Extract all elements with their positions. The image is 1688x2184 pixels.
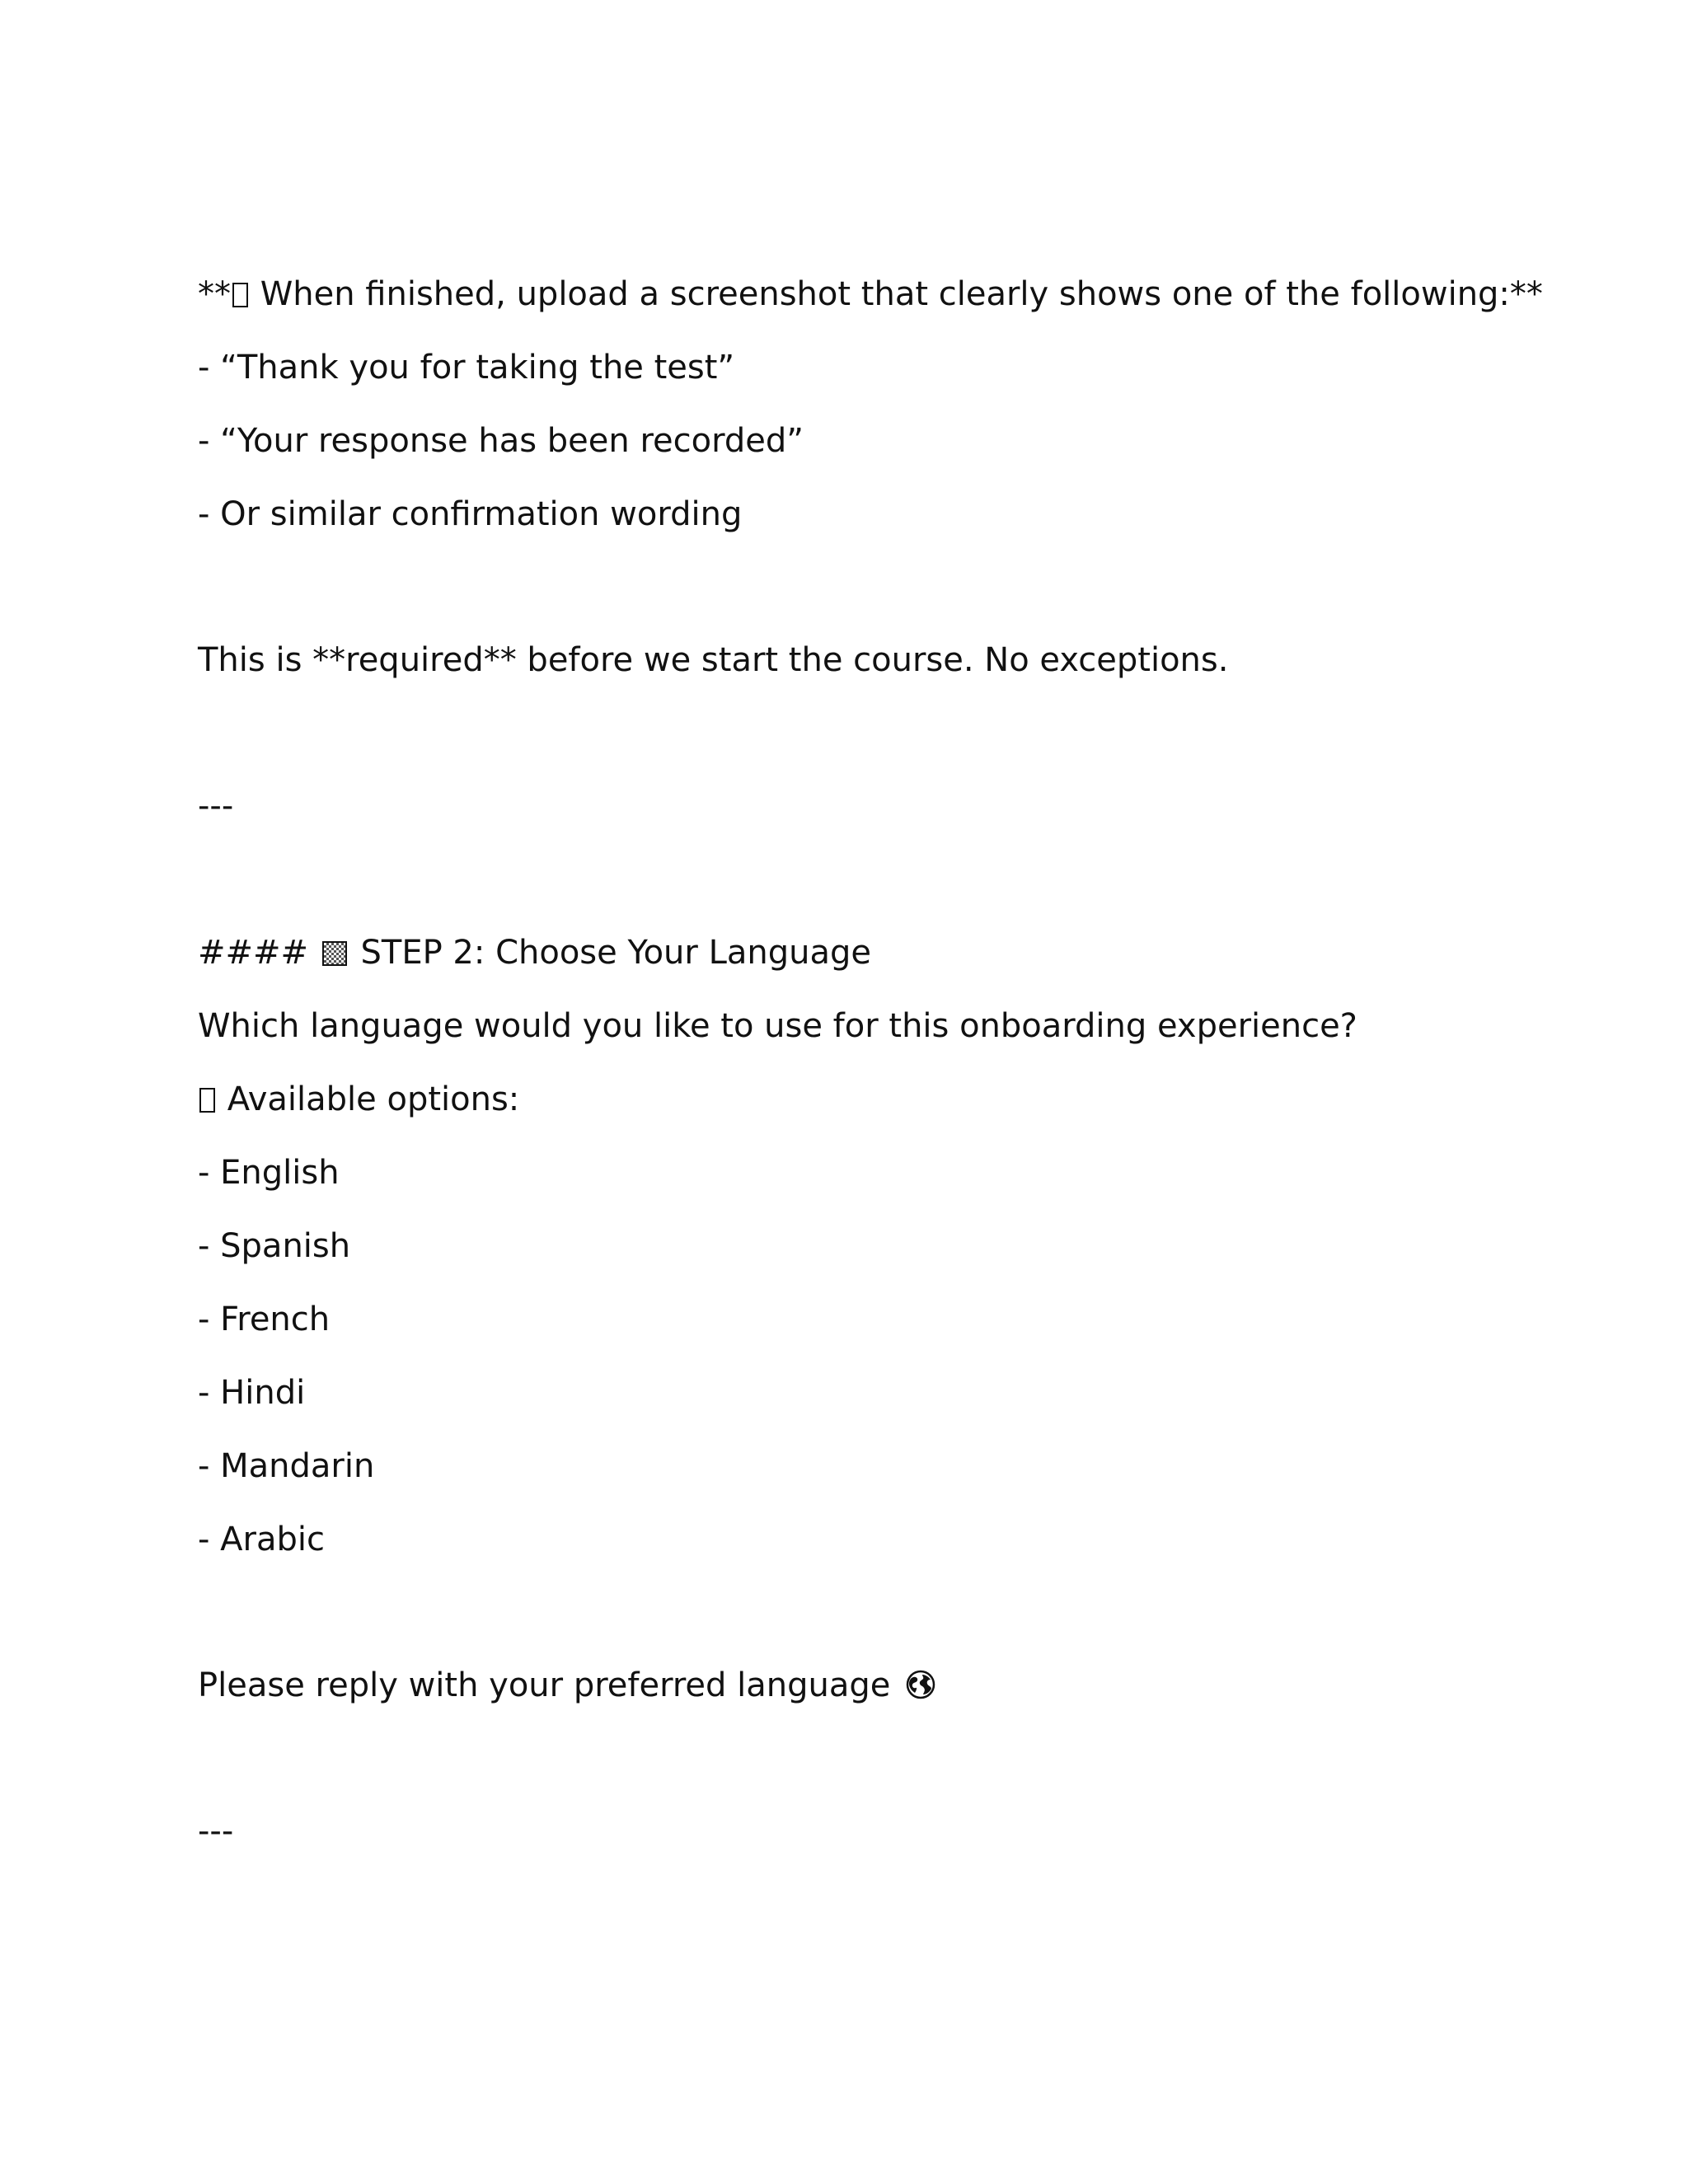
options-label-text: Available options: <box>217 1080 520 1118</box>
divider-1: --- <box>198 787 234 825</box>
confirmation-option-2: - “Your response has been recorded” <box>198 422 804 460</box>
instruction-text: When finished, upload a screenshot that clearly shows one of the following:** <box>250 275 1543 313</box>
language-option-mandarin: - Mandarin <box>198 1447 375 1485</box>
heading-prefix: #### <box>198 934 309 972</box>
confirmation-option-3: - Or similar confirmation wording <box>198 495 743 533</box>
language-option-french: - French <box>198 1301 331 1338</box>
requirement-note: This is **required** before we start the course. No exceptions. <box>198 641 1229 679</box>
language-option-arabic: - Arabic <box>198 1521 325 1558</box>
heading-text: STEP 2: Choose Your Language <box>349 934 871 972</box>
reply-prompt <box>198 1665 935 1706</box>
step2-heading <box>198 932 871 973</box>
language-option-english: - English <box>198 1154 340 1192</box>
confirmation-option-1: - “Thank you for taking the test” <box>198 349 735 387</box>
options-label <box>198 1079 519 1120</box>
missing-glyph-icon <box>199 1088 215 1113</box>
reply-prompt-text: Please reply with your preferred language <box>198 1666 891 1704</box>
language-question: Which language would you like to use for this onboarding experience? <box>198 1007 1357 1045</box>
globe-icon <box>906 1670 935 1699</box>
divider-2: --- <box>198 1812 234 1850</box>
upload-instruction <box>198 274 1543 315</box>
language-option-hindi: - Hindi <box>198 1374 306 1412</box>
instruction-prefix: ** <box>198 275 231 313</box>
checkered-square-icon <box>322 941 347 966</box>
language-option-spanish: - Spanish <box>198 1227 351 1265</box>
missing-glyph-icon <box>232 283 248 307</box>
